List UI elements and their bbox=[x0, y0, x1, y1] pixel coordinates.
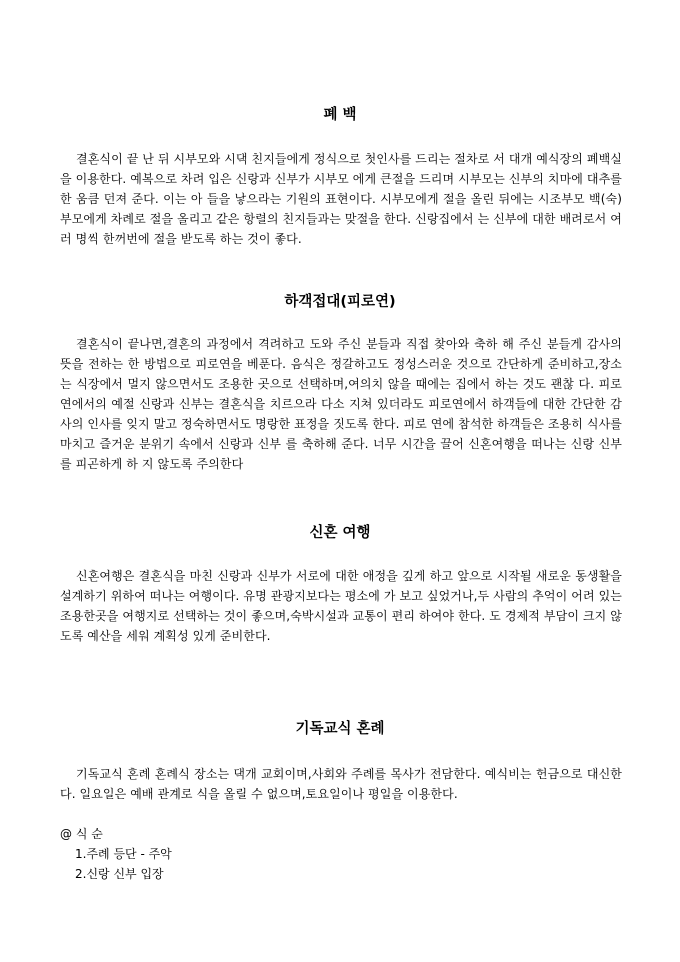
section-paragraph-honeymoon: 신혼여행은 결혼식을 마친 신랑과 신부가 서로에 대한 애정을 깊게 하고 앞으로 시작될 새로운 동생활을 설계하기 위하여 떠나는 여행이다. 유명 관광지보다는 평소에 가 보고 싶었거나,두 사람의 추억이 어려 있는 조용한곳을 여행지로 선택하는 것이 좋으며,숙박시설과 교통이 편리 하여야 한다. 도 경제적 부담이 크지 않도록 예산을 세워 계획성 있게 준비한다. bbox=[60, 569, 622, 643]
section-title-pyebaek: 폐 백 bbox=[323, 107, 357, 123]
section-title-honeymoon: 신혼 여행 bbox=[309, 525, 371, 541]
ceremony-order-heading: @ 식 순 bbox=[60, 827, 103, 841]
ceremony-order-item-1: 1.주례 등단 - 주악 bbox=[75, 847, 172, 861]
section-paragraph-christian-wedding: 기독교식 혼례 혼례식 장소는 댁개 교회이며,사회와 주례를 목사가 전담한다. 예식비는 헌금으로 대신한다. 일요일은 예배 관계로 식을 올릴 수 없으며,토요일이나 평일을 이용한다. bbox=[60, 767, 622, 801]
section-title-reception: 하객접대(피로연) bbox=[284, 294, 396, 310]
section-paragraph-pyebaek: 결혼식이 끝 난 뒤 시부모와 시댁 친지들에게 정식으로 첫인사를 드리는 절차로 서 대개 예식장의 폐백실을 이용한다. 예복으로 차려 입은 신랑과 신부가 시부모 에게 큰절을 드리며 시부모는 신부의 치마에 대추를 한 움큼 던져 준다. 이는 아 들을 낳으라는 기원의 표현이다. 시부모에게 절을 올린 뒤에는 시조부모 백(숙) 부모에게 차례로 절을 올리고 같은 항렬의 친지들과는 맞절을 한다. 신랑집에서 는 신부에 대한 배려로서 여러 명씩 한꺼번에 절을 받도록 하는 것이 좋다. bbox=[60, 152, 622, 246]
ceremony-order-item-2: 2.신랑 신부 입장 bbox=[75, 867, 164, 881]
section-title-christian-wedding: 기독교식 혼례 bbox=[295, 721, 385, 737]
section-paragraph-reception: 결혼식이 끝나면,결혼의 과정에서 격려하고 도와 주신 분들과 직접 찾아와 축하 해 주신 분들게 감사의 뜻을 전하는 한 방법으로 피로연을 베푼다. 음식은 정갈하고도 정성스러운 것으로 간단하게 준비하고,장소는 식장에서 멀지 않으면서도 조용한 곳으로 선택하며,여의치 않을 때에는 집에서 하는 것도 괜찮 다. 피로연에서의 예절 신랑과 신부는 결혼식을 치르으라 다소 지쳐 있더라도 피로연에서 하객들에 대한 간단한 감사의 인사를 잊지 말고 정숙하면서도 명랑한 표정을 짓도록 한다. 피로 연에 참석한 하객들은 조용히 식사를 마치고 즐거운 분위기 속에서 신랑과 신부 를 축하해 준다. 너무 시간을 끌어 신혼여행을 떠나는 신랑 신부를 피곤하게 하 지 않도록 주의한다 bbox=[60, 337, 622, 471]
